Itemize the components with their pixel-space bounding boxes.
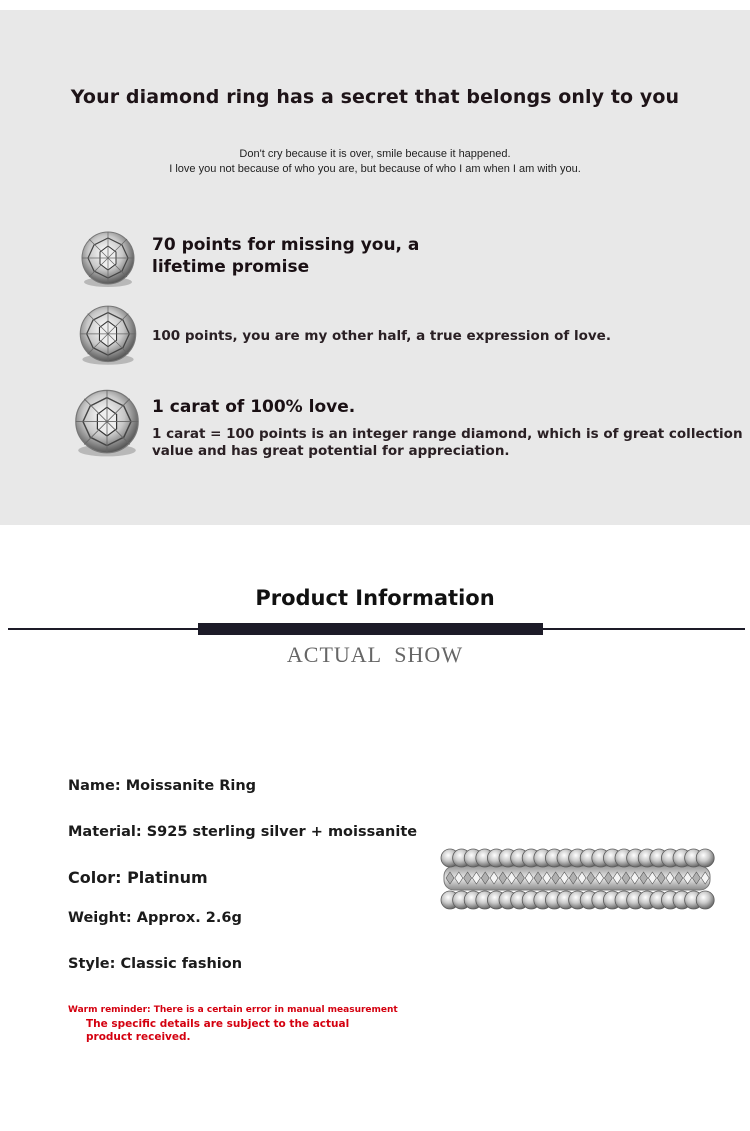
feature-2-text: 100 points, you are my other half, a true expression of love. bbox=[152, 328, 611, 344]
diamond-icon bbox=[76, 304, 140, 368]
product-material: Material: S925 sterling silver + moissanite bbox=[68, 824, 418, 840]
product-name: Name: Moissanite Ring bbox=[68, 778, 257, 794]
actual-show-subtitle: ACTUAL SHOW bbox=[286, 642, 464, 667]
quote-line-1: Don't cry because it is over, smile because it happened. bbox=[239, 148, 511, 160]
divider-bar bbox=[198, 623, 543, 635]
feature-3-text-line-2: value and has great potential for appreciation. bbox=[152, 443, 510, 459]
quote-line-2: I love you not because of who you are, but because of who I am when I am with you. bbox=[169, 163, 581, 175]
ring-bead bbox=[696, 849, 714, 867]
warning-line-1: Warm reminder: There is a certain error in manual measurement bbox=[68, 1005, 398, 1015]
diamond-icon bbox=[71, 388, 143, 460]
feature-3-title: 1 carat of 100% love. bbox=[152, 397, 356, 417]
diamond-icon bbox=[78, 230, 138, 290]
ring-icon bbox=[438, 838, 718, 918]
product-weight: Weight: Approx. 2.6g bbox=[68, 910, 242, 926]
product-color: Color: Platinum bbox=[68, 868, 208, 887]
product-style: Style: Classic fashion bbox=[68, 956, 243, 972]
intro-headline: Your diamond ring has a secret that belongs only to you bbox=[70, 86, 680, 108]
feature-1-title-line-1: 70 points for missing you, a bbox=[152, 235, 420, 255]
feature-1-title-line-2: lifetime promise bbox=[152, 257, 310, 277]
ring-bead bbox=[696, 891, 714, 909]
product-info-title: Product Information bbox=[255, 586, 495, 610]
warning-line-3: product received. bbox=[86, 1031, 191, 1043]
feature-3-text-line-1: 1 carat = 100 points is an integer range diamond, which is of great collection bbox=[152, 426, 743, 442]
warning-line-2: The specific details are subject to the actual bbox=[86, 1018, 350, 1030]
